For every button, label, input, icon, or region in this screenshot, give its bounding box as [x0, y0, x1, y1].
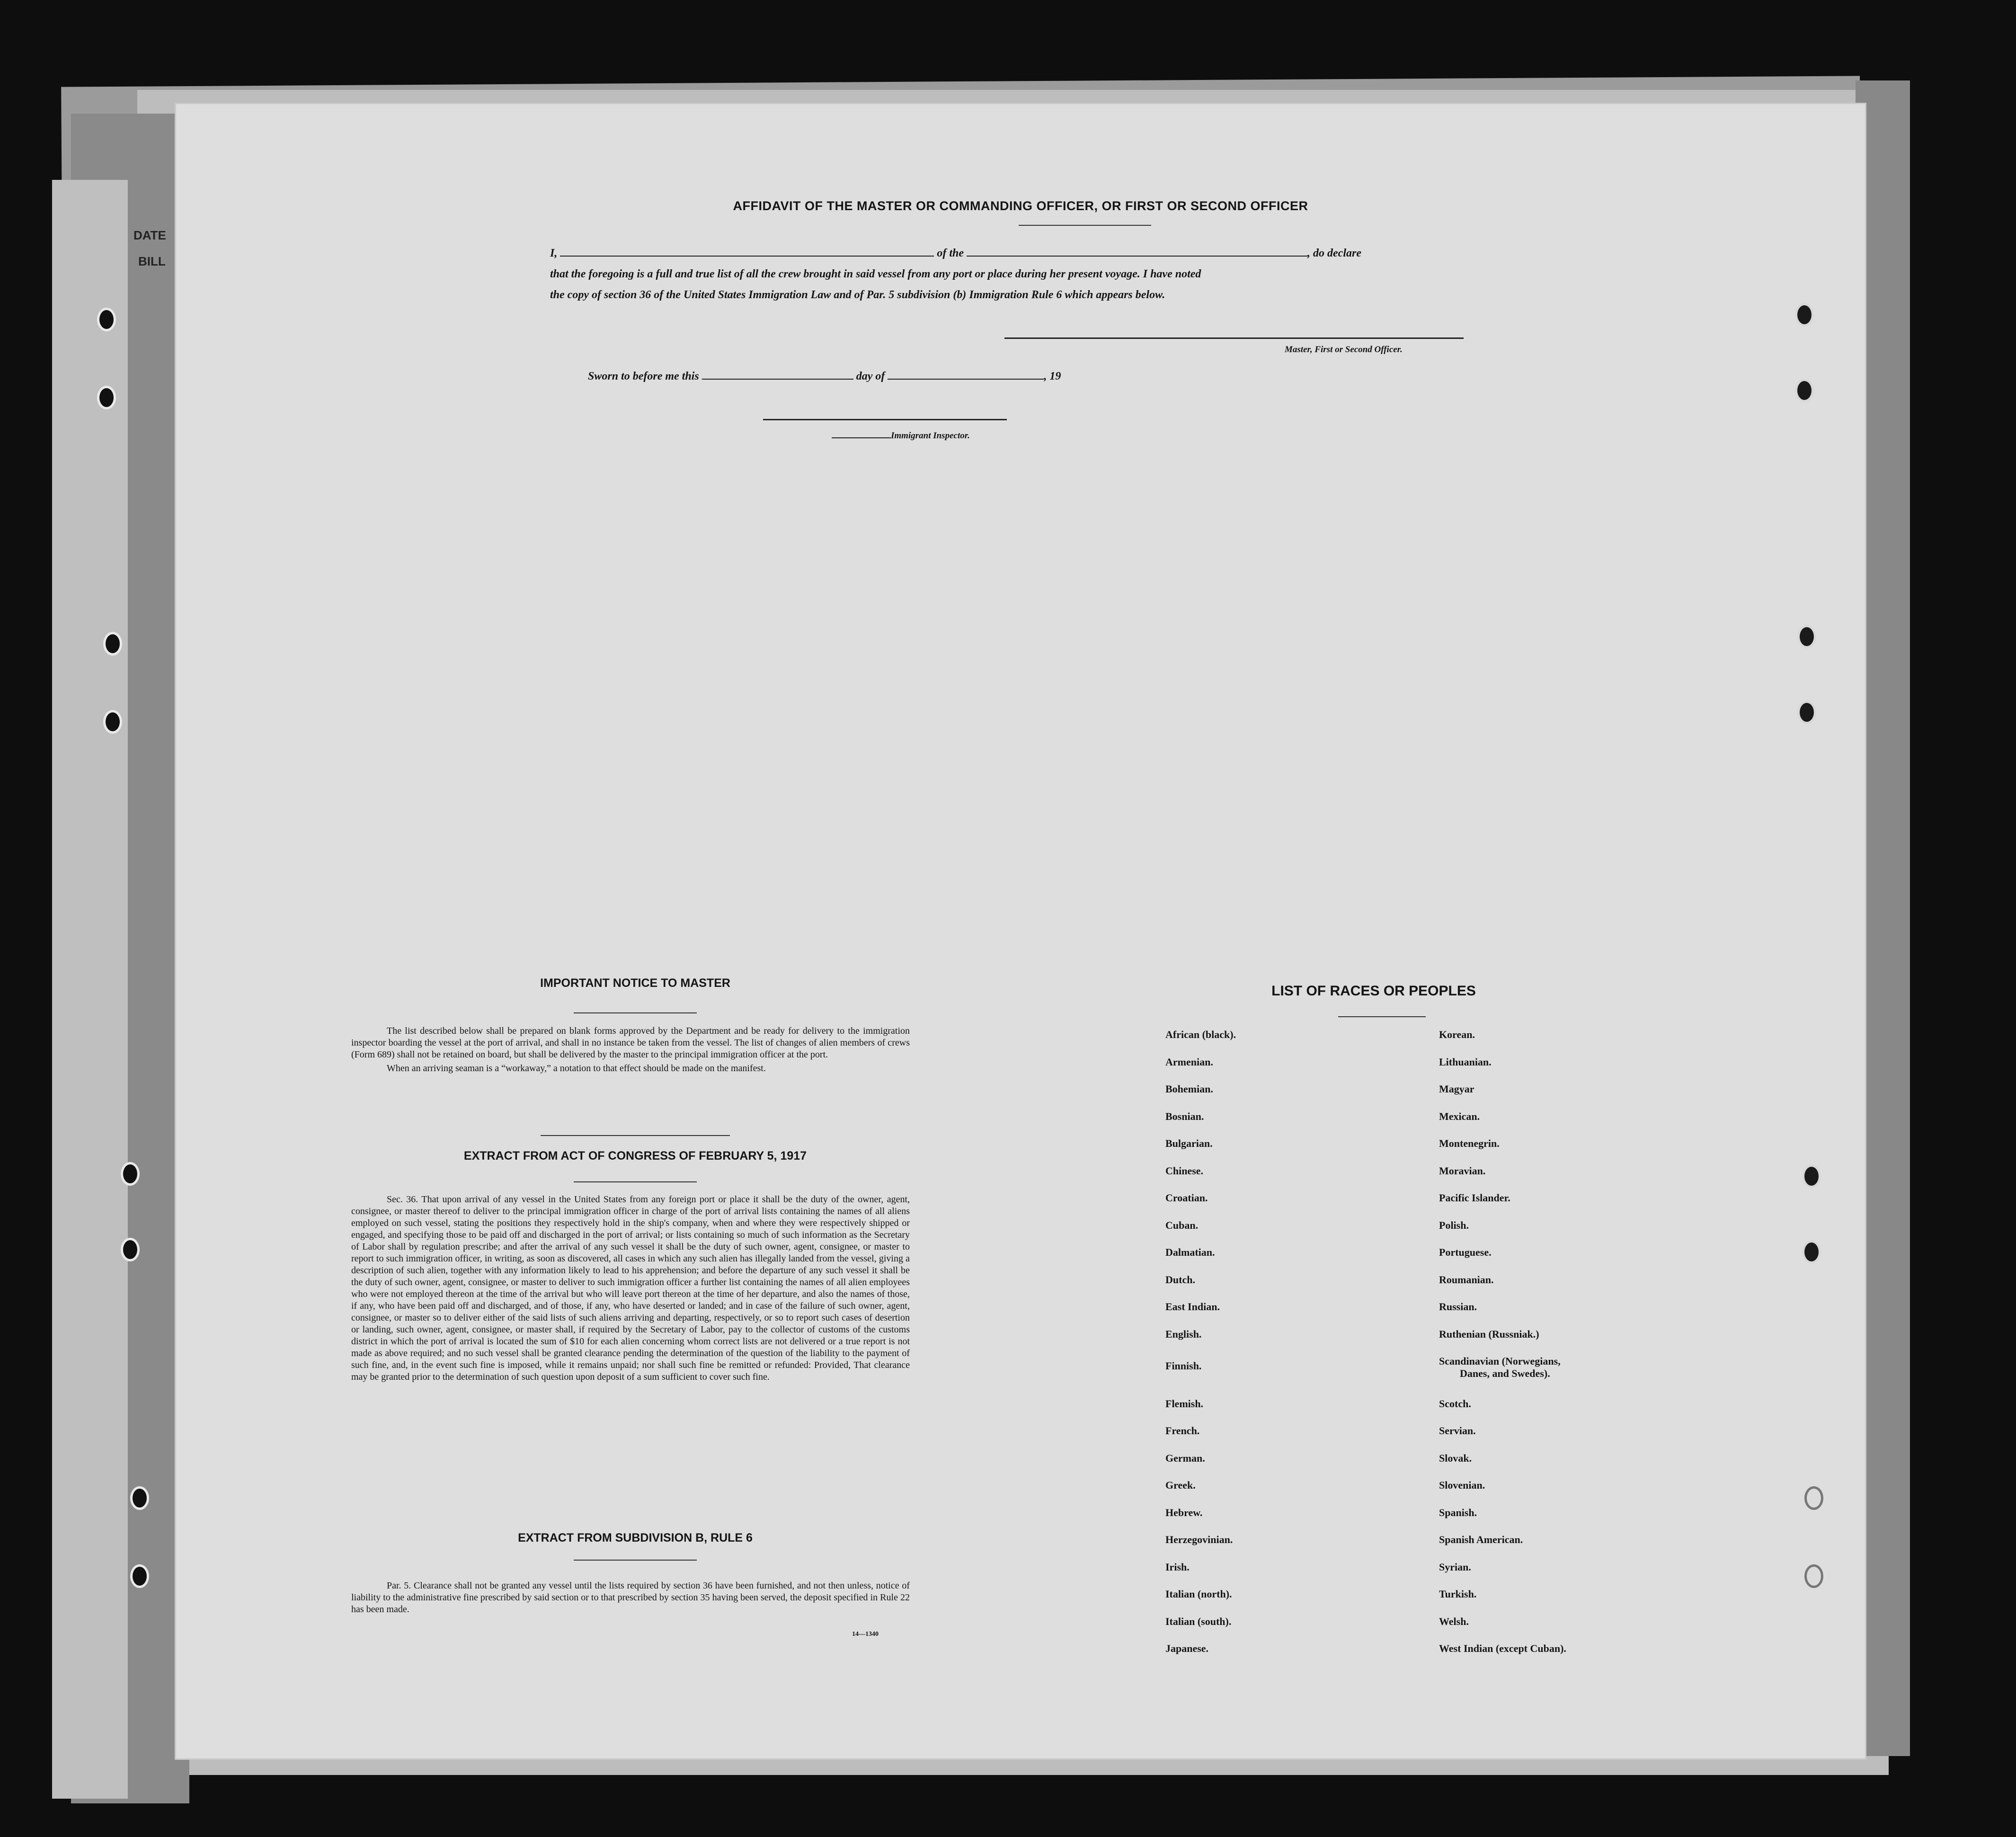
race-item: Flemish. — [1165, 1397, 1204, 1410]
punch-hole — [1797, 701, 1816, 724]
race-item: Montenegrin. — [1439, 1137, 1500, 1149]
race-item: Servian. — [1439, 1425, 1476, 1437]
race-item: Dalmatian. — [1165, 1246, 1215, 1258]
race-item: East Indian. — [1165, 1301, 1220, 1313]
master-signature-caption: Master, First or Second Officer. — [1285, 345, 1403, 355]
race-item: Spanish. — [1439, 1506, 1477, 1518]
race-item: Turkish. — [1439, 1588, 1477, 1600]
extract-act-title-rule — [574, 1181, 697, 1182]
race-item: Herzegovinian. — [1165, 1534, 1233, 1545]
race-item: Scotch. — [1439, 1397, 1471, 1410]
race-item: Slovenian. — [1439, 1479, 1485, 1491]
punch-hole — [130, 1564, 149, 1588]
inspector-signature-caption — [832, 431, 970, 441]
section-36-text: Sec. 36. That upon arrival of any vessel in the United States from any foreign port or place it shall be the duty of the owner, agent, consignee, or master thereof to deliver to the principal immigration officer in charge of the port of arrival lists containing the names of all aliens employed on such vessel, stating the positions they respectively hold in the ship's company, when and where they were respectively shipped or engaged, and specifying those to be paid off and discharged in the port of arrival; or lists containing so much of such information as the Secretary of Labor shall by regulation prescribe; and after the arrival of any such vessel it shall be the duty of such owner, agent, consignee, or master to report to such immigration officer, in writing, as soon as discovered, all cases in which any such alien has illegally landed from the vessel, giving a description of such alien, together with any information likely to lead to his apprehension; and before the departure of any such vessel it shall be the duty of such owner, agent, consignee, or master to deliver to such immigration officer a further list containing the names of all alien employees who were not employed thereon at the time of the arrival but who will leave port thereon at the time of her departure, and also the names of those, if any, who have been paid off and discharged, and of those, if any, who have deserted or landed; and in case of the failure of such owner, agent, consignee, or master so to deliver either of the said lists of such aliens arriving and departing, respectively, or so to report such cases of desertion or landing, such owner, agent, consignee, or master shall, if required by the Secretary of Labor, pay to the collector of customs of the customs district in which the port of arrival is located the sum of $10 for each alien concerning whom correct lists are not delivered or a true report is not made as above required; and no such vessel shall be granted clearance pending the determination of the question of the liability to the payment of such fine, and, in the event such fine is imposed, while it remains unpaid; nor shall such fine be remitted or refunded: Provided, That clearance may be granted prior to the determination of such question upon deposit of a sum sufficient to cover such fine. — [351, 1194, 910, 1382]
margin-fragment-bill: BILL — [138, 254, 166, 268]
race-item: Pacific Islander. — [1439, 1192, 1510, 1204]
race-item: Mexican. — [1439, 1110, 1480, 1122]
notice-body — [351, 1025, 910, 1074]
extract-act-title: EXTRACT FROM ACT OF CONGRESS OF FEBRUARY 5, 1917 — [463, 1149, 807, 1163]
punch-hole — [97, 386, 116, 409]
race-item: Russian. — [1439, 1301, 1477, 1313]
sworn-line — [588, 366, 1298, 387]
race-item: Polish. — [1439, 1219, 1469, 1231]
race-item: Chinese. — [1165, 1164, 1204, 1177]
inspector-signature-line — [763, 419, 1007, 420]
notice-paragraph-2: When an arriving seaman is a “workaway,” a notation to that effect should be made on the manifest. — [387, 1063, 766, 1074]
section-rule — [541, 1135, 730, 1136]
race-item-continuation: Danes, and Swedes). — [1460, 1367, 1550, 1379]
notice-title-rule — [574, 1012, 697, 1013]
vessel-blank — [967, 247, 1307, 257]
punch-hole — [1795, 379, 1814, 402]
affidavit-title: AFFIDAVIT OF THE MASTER OR COMMANDING OFFICER, OR FIRST OR SECOND OFFICER — [733, 199, 1308, 213]
punch-hole — [1795, 303, 1814, 327]
race-item: Spanish American. — [1439, 1534, 1523, 1545]
notice-title: IMPORTANT NOTICE TO MASTER — [540, 976, 730, 990]
margin-fragment-date: DATE — [133, 228, 166, 242]
punch-hole — [1802, 1164, 1821, 1188]
race-item: Magyar — [1439, 1083, 1474, 1095]
races-title-rule — [1338, 1016, 1426, 1017]
race-item: Hebrew. — [1165, 1506, 1203, 1518]
manifest-back-page — [176, 104, 1865, 1758]
race-item: Italian (north). — [1165, 1588, 1232, 1600]
notice-paragraph-1: The list described below shall be prepared on blank forms approved by the Department and be ready for delivery to the immigration inspector boarding the vessel at the port of arrival, and shall in no instance be taken from the vessel. The list of changes of alien members of crews (Form 689) shall not be retained on board, but shall be delivered by the master to the principal immigration officer at the port. — [351, 1026, 910, 1060]
sworn-prefix: Sworn to before me this — [588, 370, 699, 382]
affidavit-line1-suffix: , do declare — [1307, 247, 1361, 259]
race-item: Moravian. — [1439, 1164, 1486, 1177]
race-item: West Indian (except Cuban). — [1439, 1642, 1566, 1654]
race-item: Roumanian. — [1439, 1273, 1494, 1286]
affidavit-declaration-line — [550, 243, 1525, 264]
race-item: Cuban. — [1165, 1219, 1199, 1231]
race-item: Finnish. — [1165, 1360, 1202, 1372]
race-item: Scandinavian (Norwegians, — [1439, 1355, 1561, 1367]
punch-hole — [130, 1486, 149, 1510]
punch-hole — [1804, 1564, 1823, 1588]
race-item: African (black). — [1165, 1029, 1236, 1040]
race-item: Bosnian. — [1165, 1110, 1204, 1122]
affidavit-line3: the copy of section 36 of the United States Immigration Law and of Par. 5 subdivision (b) Immigration Rule 6 which appears below. — [550, 289, 1165, 301]
race-item: Irish. — [1165, 1561, 1190, 1573]
race-item: German. — [1165, 1452, 1205, 1464]
form-number: 14—1340 — [852, 1631, 879, 1638]
punch-hole — [103, 632, 122, 656]
punch-hole — [103, 710, 122, 734]
races-column-1 — [1165, 1029, 1402, 1767]
race-item: Ruthenian (Russniak.) — [1439, 1328, 1539, 1340]
race-item: Korean. — [1439, 1029, 1475, 1040]
name-blank — [560, 247, 934, 257]
races-column-2 — [1439, 1029, 1770, 1767]
extract-act-body — [351, 1194, 910, 1383]
race-item: Syrian. — [1439, 1561, 1471, 1573]
extract-rule-title: EXTRACT FROM SUBDIVISION B, RULE 6 — [518, 1531, 753, 1544]
extract-rule-title-rule — [574, 1560, 697, 1561]
races-title: LIST OF RACES OR PEOPLES — [1271, 983, 1476, 999]
punch-hole — [121, 1238, 140, 1261]
race-item: French. — [1165, 1425, 1200, 1437]
sworn-year: , 19 — [1044, 370, 1061, 382]
race-item: Welsh. — [1439, 1615, 1469, 1627]
race-item: Portuguese. — [1439, 1246, 1492, 1258]
race-item: Bohemian. — [1165, 1083, 1213, 1095]
inspector-caption-text: Immigrant Inspector. — [891, 431, 970, 441]
punch-hole — [97, 308, 116, 331]
sworn-day-label: day of — [856, 370, 885, 382]
race-item: Dutch. — [1165, 1273, 1195, 1286]
punch-hole — [1797, 625, 1816, 648]
title-underline — [1019, 225, 1151, 226]
punch-hole — [1802, 1240, 1821, 1264]
punch-hole — [1804, 1486, 1823, 1510]
race-item: Croatian. — [1165, 1192, 1208, 1204]
left-underlying-sheet — [52, 180, 128, 1799]
race-item: Armenian. — [1165, 1056, 1213, 1068]
race-item: Greek. — [1165, 1479, 1196, 1491]
sworn-day-blank — [702, 370, 853, 380]
race-item: Japanese. — [1165, 1642, 1209, 1654]
extract-rule-body — [351, 1580, 910, 1615]
paragraph-5-text: Par. 5. Clearance shall not be granted any vessel until the lists required by section 36 have been furnished, and not then unless, notice of liability to the administrative fine prescribed by said section or to that prescribed by section 35 having been served, the deposit specified in Rule 22 has been made. — [351, 1580, 910, 1615]
sworn-month-blank — [888, 370, 1044, 380]
punch-hole — [121, 1162, 140, 1186]
affidavit-line1-prefix: I, — [550, 247, 558, 259]
race-item: Italian (south). — [1165, 1615, 1232, 1627]
affidavit-line2: that the foregoing is a full and true list of all the crew brought in said vessel from any port or place during her present voyage. I have noted — [550, 268, 1201, 280]
race-item: English. — [1165, 1328, 1202, 1340]
race-item: Slovak. — [1439, 1452, 1472, 1464]
race-item: Bulgarian. — [1165, 1137, 1213, 1149]
master-signature-line — [1004, 337, 1464, 339]
race-item: Lithuanian. — [1439, 1056, 1492, 1068]
affidavit-line1-of: of the — [937, 247, 964, 259]
